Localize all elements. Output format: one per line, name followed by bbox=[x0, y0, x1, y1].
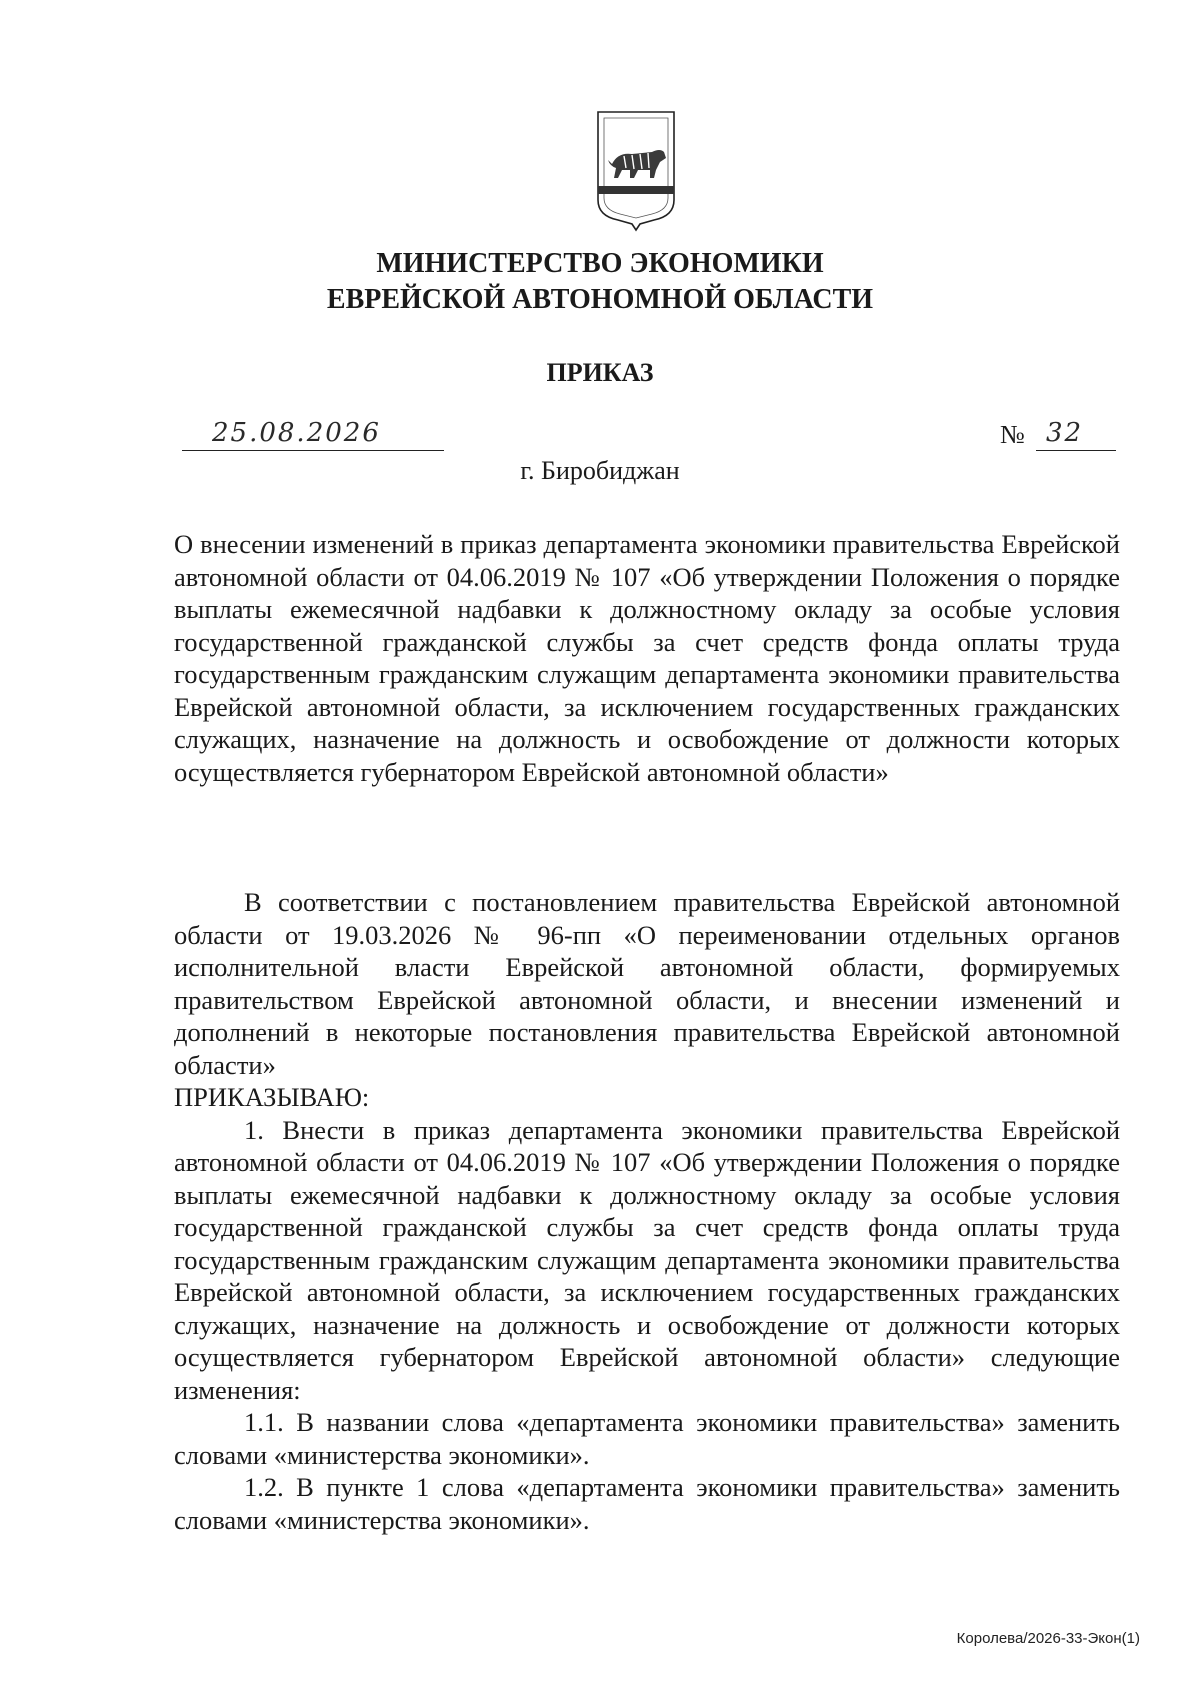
order-number-line bbox=[1036, 418, 1116, 451]
item-1: 1. Внести в приказ департамента экономики правительства Еврейской автономной области от 04.06.2019 № 107 «Об утверждении Положения о порядке выплаты ежемесячной надбавки к должностному окладу за особые условия государственной гражданской службы за счет средств фонда оплаты труда государственным гражданским служащим департамента экономики правительства Еврейской автономной области, за исключением государственных гражданских служащих, назначение на должность и освобождение от должности которых осуществляется губернатором Еврейской автономной области» следующие изменения: bbox=[174, 1114, 1120, 1405]
order-title: ПРИКАЗ bbox=[546, 358, 654, 387]
item-1-2: 1.2. В пункте 1 слова «департамента экономики правительства» заменить словами «министерства экономики». bbox=[174, 1472, 1120, 1535]
item-1-1: 1.1. В названии слова «департамента экономики правительства» заменить словами «министерства экономики». bbox=[174, 1407, 1120, 1470]
document-code: Королева/2026-33-Экон(1) bbox=[956, 1630, 1140, 1647]
order-date-field bbox=[182, 418, 444, 451]
order-word: ПРИКАЗЫВАЮ: bbox=[174, 1082, 370, 1112]
order-body bbox=[174, 886, 1120, 1536]
order-subject bbox=[174, 528, 1120, 788]
order-date: 25.08.2026 bbox=[212, 418, 381, 448]
order-number: 32 bbox=[1046, 418, 1084, 448]
coat-of-arms-tiger-icon bbox=[594, 108, 678, 232]
ministry-name-line1: МИНИСТЕРСТВО ЭКОНОМИКИ bbox=[376, 248, 824, 279]
subject-text: О внесении изменений в приказ департамента экономики правительства Еврейской автономной области от 04.06.2019 № 107 «Об утверждении Положения о порядке выплаты ежемесячной надбавки к должностному окладу за особые условия государственной гражданской службы за счет средств фонда оплаты труда государственным гражданским служащим департамента экономики правительства Еврейской автономной области, за исключением государственных гражданских служащих, назначение на должность и освобождение от должности которых осуществляется губернатором Еврейской автономной области» bbox=[174, 529, 1120, 787]
number-label: № bbox=[1000, 420, 1025, 449]
city: г. Биробиджан bbox=[520, 456, 680, 485]
preamble: В соответствии с постановлением правительства Еврейской автономной области от 19.03.2026 № 96-пп «О переименовании отдельных органов исполнительной власти Еврейской автономной области, формируемых правительством Еврейской автономной области, и внесении изменений и дополнений в некоторые постановления правительства Еврейской автономной области» bbox=[174, 887, 1120, 1080]
ministry-name-line2: ЕВРЕЙСКОЙ АВТОНОМНОЙ ОБЛАСТИ bbox=[326, 284, 874, 315]
